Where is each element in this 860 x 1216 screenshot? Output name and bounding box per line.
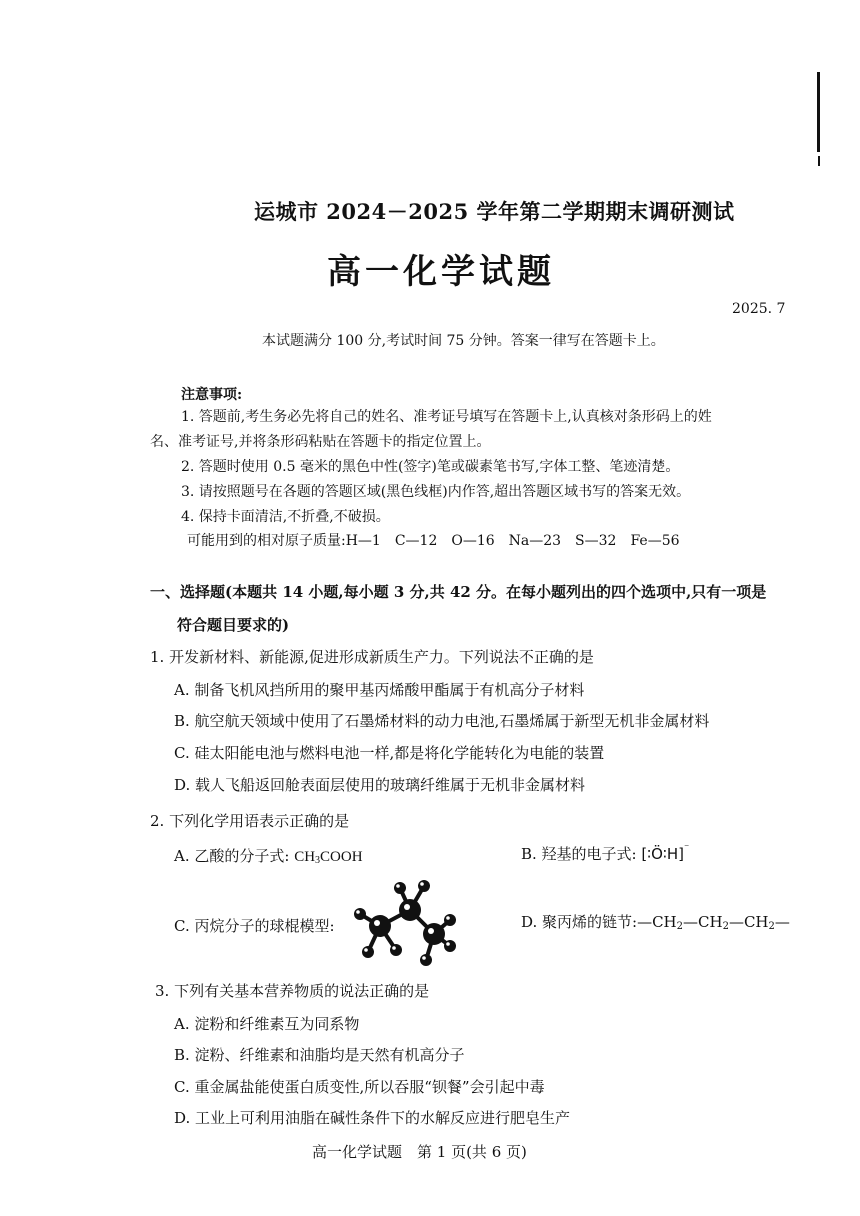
note-item-1-cont: 名、准考证号,并将条形码粘贴在答题卡的指定位置上。 [150,434,491,450]
question-3-option-b: B. 淀粉、纤维素和油脂均是天然有机高分子 [174,1046,465,1064]
subject-title: 高一化学试题 [327,252,555,292]
propane-ball-stick-model [340,874,460,984]
note-item-1: 1. 答题前,考生务必先将自己的姓名、准考证号填写在答题卡上,认真核对条形码上的姓 [181,409,712,425]
option-b-label: B. 羟基的电子式: [521,845,642,863]
question-2-stem: 2. 下列化学用语表示正确的是 [150,812,350,830]
question-1-option-a: A. 制备飞机风挡所用的聚甲基丙烯酸甲酯属于有机高分子材料 [174,681,585,699]
hydroxyl-electron-formula: [∶Ö∶H] [641,845,684,863]
scan-edge-mark-small [818,156,820,166]
question-1-option-c: C. 硅太阳能电池与燃料电池一样,都是将化学能转化为电能的装置 [174,744,605,762]
note-item-2: 2. 答题时使用 0.5 毫米的黑色中性(签字)笔或碳素笔书写,字体工整、笔迹清楚。 [181,459,680,475]
page-footer: 高一化学试题 第 1 页(共 6 页) [312,1143,527,1161]
atomic-masses: 可能用到的相对原子质量:H—1 C—12 O—16 Na—23 S—32 Fe—56 [187,533,680,549]
question-3-stem: 3. 下列有关基本营养物质的说法正确的是 [155,982,430,1000]
question-3-option-d: D. 工业上可利用油脂在碱性条件下的水解反应进行肥皂生产 [174,1109,571,1127]
note-item-4: 4. 保持卡面清洁,不折叠,不破损。 [181,509,390,525]
question-3-option-a: A. 淀粉和纤维素互为同系物 [174,1015,360,1033]
negative-charge-mark: ⁻ [684,843,690,854]
section-1-heading-cont: 符合题目要求的) [177,616,290,634]
question-2-option-a [174,845,363,866]
option-a-label: A. 乙酸的分子式: [174,847,295,865]
question-1-option-d: D. 载人飞船返回舱表面层使用的玻璃纤维属于无机非金属材料 [174,776,586,794]
question-2-option-d: D. 聚丙烯的链节$:—CH_2—CH_2—CH_2—$ [521,913,790,932]
question-3-option-c: C. 重金属盐能使蛋白质变性,所以吞服“钡餐”会引起中毒 [174,1078,545,1096]
exam-date: 2025. 7 [732,301,786,317]
acetic-acid-formula: $CH_3COOH$ [294,849,363,866]
section-1-heading: 一、选择题(本题共 14 小题,每小题 3 分,共 42 分。在每小题列出的四个选项中,只有一项是 [150,583,767,601]
exam-title: 运城市 2024－2025 学年第二学期期末调研测试 [254,199,735,224]
question-2-option-b [521,843,689,864]
notes-heading: 注意事项: [181,387,243,403]
question-2-option-c: C. 丙烷分子的球棍模型: [174,917,335,935]
question-1-option-b: B. 航空航天领域中使用了石墨烯材料的动力电池,石墨烯属于新型无机非金属材料 [174,712,710,730]
question-1-stem: 1. 开发新材料、新能源,促进形成新质生产力。下列说法不正确的是 [150,648,594,666]
exam-instructions: 本试题满分 100 分,考试时间 75 分钟。答案一律写在答题卡上。 [262,333,665,349]
scan-edge-mark [817,72,820,152]
note-item-3: 3. 请按照题号在各题的答题区域(黑色线框)内作答,超出答题区域书写的答案无效。 [181,484,691,500]
